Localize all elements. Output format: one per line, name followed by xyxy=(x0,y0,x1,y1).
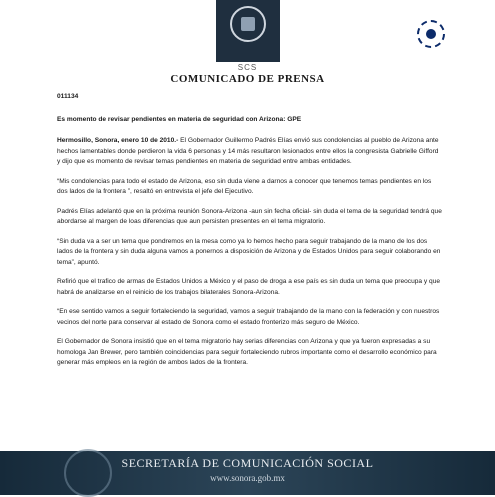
paragraph-1-text: El Gobernador Guillermo Padrés Elías envió sus condolencias al pueblo de Arizona ante hechos lamentables donde perdieron la vida 6 personas y 14 más resultaron lesionados entre ellos la congresista Gabrielle Gifford y dijo que es momento de revisar temas pendientes en materia de seguridad entre ambas entidades. xyxy=(57,137,439,165)
paragraph-4: “Sin duda va a ser un tema que pondremos en la mesa como ya lo hemos hecho para seguir trabajando de la mano de los dos lados de la frontera y sin duda alguna vamos a ponernos a disposición de Arizona y de Estados Unidos para seguir colaborando en tema”, apuntó. xyxy=(57,237,441,266)
release-number: 011134 xyxy=(57,93,79,100)
paragraph-3: Padrés Elías adelantó que en la próxima reunión Sonora-Arizona -aun sin fecha oficial- sin duda el tema de la seguridad tendrá que abordarse al margen de loas diferencias que aun persisten presentes en el tema migratorio. xyxy=(57,207,442,225)
footer-title: SECRETARÍA DE COMUNICACIÓN SOCIAL xyxy=(121,456,374,470)
paragraph-6: “En ese sentido vamos a seguir fortaleciendo la seguridad, vamos a seguir trabajando de la mano con la federación y con nuestros vecinos del norte para conservar al estado de Sonora como el estado fronterizo más seguro de México. xyxy=(57,308,440,326)
paragraph-2: “Mis condolencias para todo el estado de Arizona, eso sin duda viene a darnos a conocer que tenemos temas pendientes en los dos lados de la frontera ”, resaltó en entrevista el jefe del Ejecutivo. xyxy=(57,177,432,195)
footer-url: www.sonora.gob.mx xyxy=(210,473,285,483)
paragraph-7: El Gobernador de Sonora insistió que en el tema migratorio hay serias diferencias con Arizona y que ya fueron expresadas a su homologa Jan Brewer, pero también coincidencias para seguir fortaleciendo rubros importante como el desarrollo económico para generar más empleos en la región de ambos lados de la frontera. xyxy=(57,338,437,366)
dateline: Hermosillo, Sonora, enero 10 de 2010.- xyxy=(57,137,179,144)
government-emblem-icon xyxy=(417,20,445,48)
paragraph-5: Refirió que el trafico de armas de Estados Unidos a México y el paso de droga a ese país es sin duda un tema que preocupa y que habrá de analizarse en el reinicio de los trabajos bilaterales Sonora-Arizona. xyxy=(57,278,441,296)
logo-label: SCS xyxy=(237,63,258,72)
press-release-body xyxy=(57,92,442,378)
release-headline: Es momento de revisar pendientes en materia de seguridad con Arizona: GPE xyxy=(57,115,302,123)
scs-logo xyxy=(216,0,280,62)
paragraph-1 xyxy=(57,136,442,168)
page-title: COMUNICADO DE PRENSA xyxy=(170,73,325,85)
state-seal-icon xyxy=(230,6,266,42)
footer-banner xyxy=(0,451,495,495)
